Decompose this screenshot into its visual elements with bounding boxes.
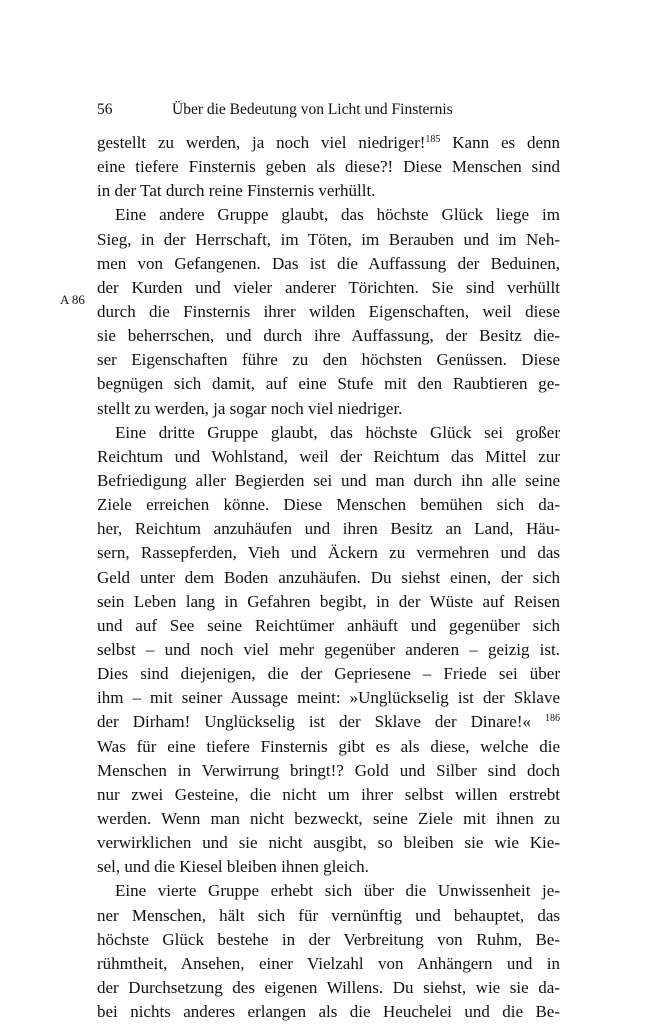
text-line: sern, Rassepferden, Vieh und Äckern zu vermehren und das [97,543,560,563]
text-line: eine tiefere Finsternis geben als diese?! Diese Menschen sind [97,157,560,177]
text-line: sie beherrschen, und durch ihre Auffassung, der Besitz die- [97,326,560,346]
footnote-ref-186: 186 [545,713,561,725]
text-line: der Dirham! Unglückselig ist der Sklave der Dinare!« $^{186}$ [97,712,561,732]
text-line: der Kurden und vieler anderer Törichten. Sie sind verhüllt [97,277,560,297]
text-line: werden. Wenn man nicht bezweckt, seine Ziele mit ihnen zu [97,808,560,828]
text-line: stellt zu werden, ja sogar noch viel niedriger. [97,398,403,418]
text-line: und auf See seine Reichtümer anhäuft und gegenüber sich [97,615,560,635]
page-number: 56 [97,101,113,118]
text-line: Eine andere Gruppe glaubt, das höchste Glück liege im [115,205,560,225]
text-line: selbst – und noch viel mehr gegenüber anderen – geizig ist. [97,639,560,659]
running-title: Über die Bedeutung von Licht und Finsternis [172,101,453,118]
text-line: ser Eigenschaften führe zu den höchsten Genüssen. Diese [97,350,560,370]
text-line: Reichtum und Wohlstand, weil der Reichtum das Mittel zur [97,446,560,466]
margin-reference: A 86 [60,291,85,307]
text-line: Was für eine tiefere Finsternis gibt es als diese, welche die [97,736,560,756]
text-line: höchste Glück bestehe in der Verbreitung von Ruhm, Be- [97,929,560,949]
text-line: Befriedigung aller Begierden sei und man durch ihn alle seine [97,470,560,490]
text-line: Eine dritte Gruppe glaubt, das höchste Glück sei großer [115,422,560,442]
text-line: durch die Finsternis ihrer wilden Eigenschaften, weil diese [97,301,560,321]
text-line: sein Leben lang in Gefahren begibt, in der Wüste auf Reisen [97,591,560,611]
text-line: Menschen in Verwirrung bringt!? Gold und Silber sind doch [97,760,560,780]
text-line: Geld unter dem Boden anzuhäufen. Du siehst einen, der sich [97,567,560,587]
text-line: her, Reichtum anzuhäufen und ihren Besitz an Land, Häu- [97,519,560,539]
footnote-ref-185: 185 [425,134,441,145]
text-line: rühmtheit, Ansehen, einer Vielzahl von Anhängern und in [97,953,560,973]
text-line: ihm – mit seiner Aussage meint: »Unglückselig ist der Sklave [97,688,560,708]
text-line: Eine vierte Gruppe erhebt sich über die Unwissenheit je- [115,881,560,901]
text-line: begnügen sich damit, auf eine Stufe mit den Raubtieren ge- [97,374,560,394]
text-line: der Durchsetzung des eigenen Willens. Du siehst, wie sie da- [97,977,560,997]
text-line: Sieg, in der Herrschaft, im Töten, im Berauben und im Neh- [97,229,560,249]
text-line: Ziele erreichen könne. Diese Menschen bemühen sich da- [97,495,560,515]
text-line: gestellt zu werden, ja noch viel niedriger!$^{185}$ Kann es denn [97,133,561,152]
text-line: in der Tat durch reine Finsternis verhüllt. [97,181,376,201]
text-line: verwirklichen und sie nicht ausgibt, so bleiben sie wie Kie- [97,833,560,853]
text-line: sel, und die Kiesel bleiben ihnen gleich. [97,857,369,877]
text-line: men von Gefangenen. Das ist die Auffassung der Beduinen, [97,253,560,273]
text-line: nur zwei Gesteine, die nicht um ihrer selbst willen erstrebt [97,784,560,804]
body-text [97,131,560,1024]
text-line: Dies sind diejenigen, die der Gepriesene – Friede sei über [97,664,560,684]
text-line: ner Menschen, hält sich für vernünftig und behauptet, das [97,905,560,925]
text-line: bei nichts anderes erlangen als die Heuchelei und die Be- [97,1002,560,1022]
